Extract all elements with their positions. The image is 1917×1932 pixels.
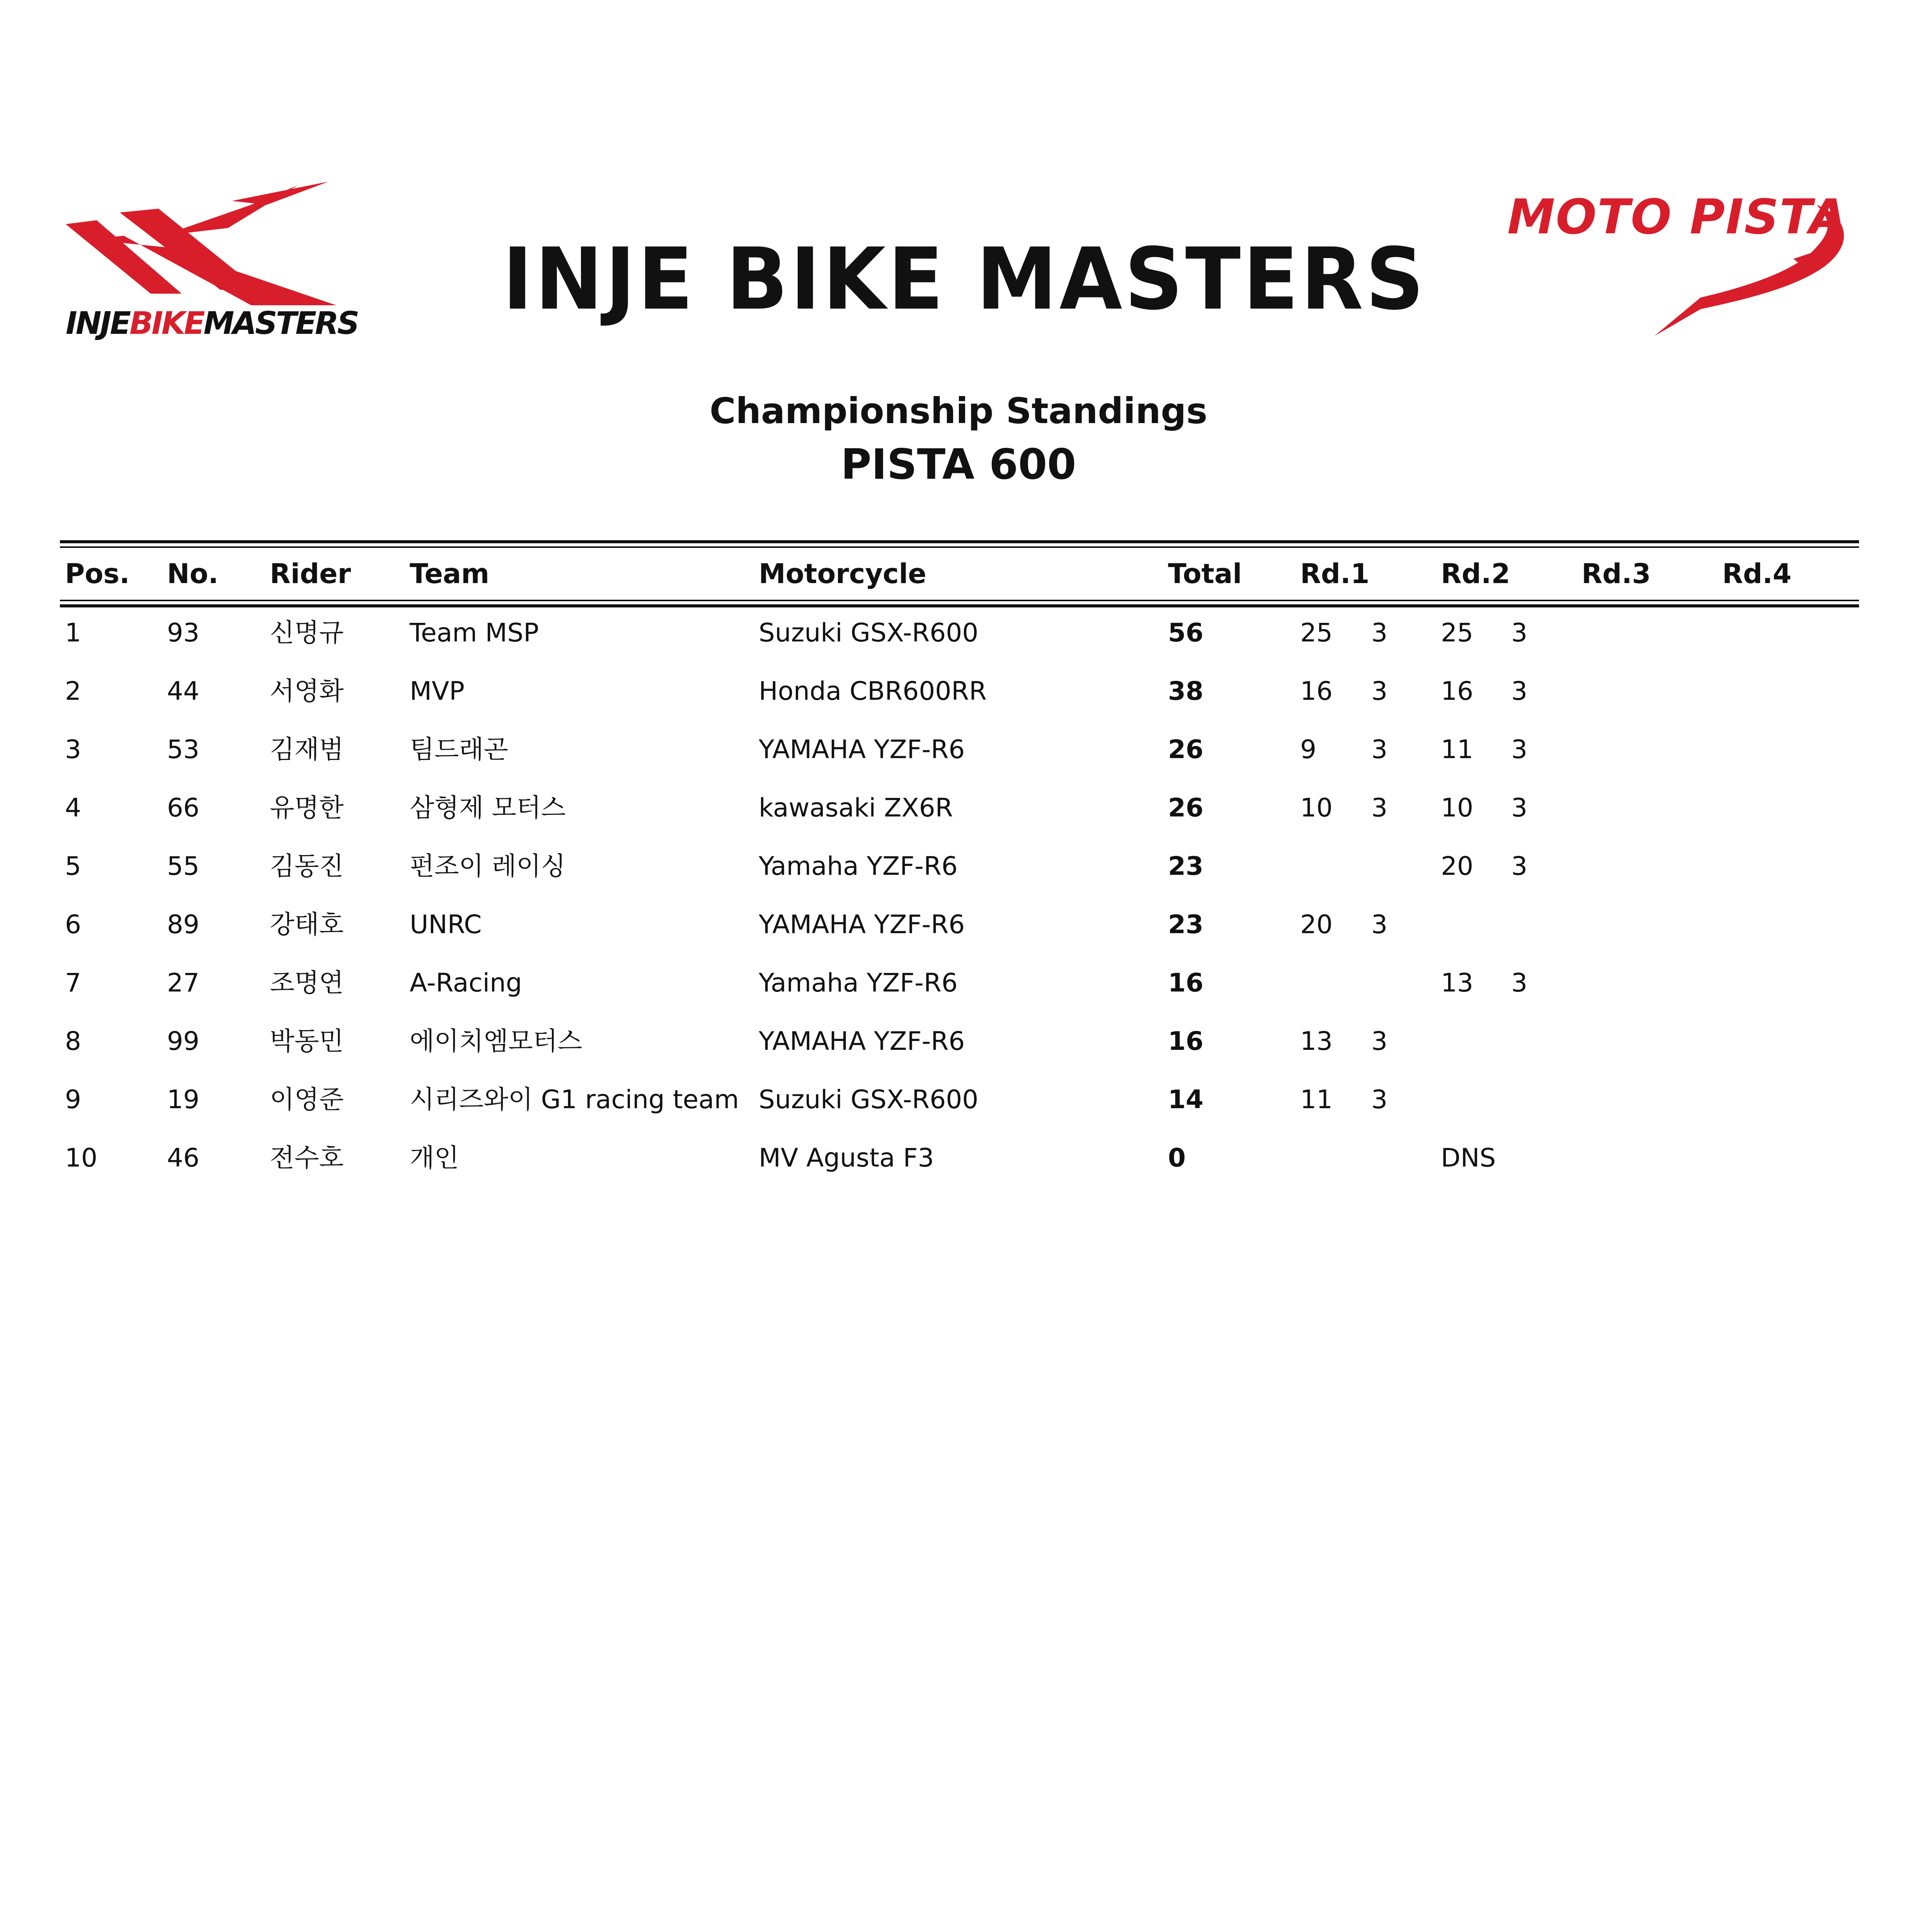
cell-team: 에이치엠모터스 [410,1026,582,1056]
cell-motorcycle: YAMAHA YZF-R6 [759,735,965,764]
cell-total: 23 [1168,851,1204,881]
cell-total: 23 [1168,910,1204,939]
cell-motorcycle: kawasaki ZX6R [759,793,953,823]
cell-rd1-bonus: 3 [1371,1085,1388,1114]
table-row [0,1137,1917,1179]
cell-rd2-bonus: 3 [1511,618,1527,648]
cell-rider: 박동민 [270,1026,344,1056]
cell-total: 56 [1168,618,1204,648]
cell-rd1-bonus: 3 [1371,735,1388,764]
cell-rd2-points: 25 [1441,618,1473,648]
table-top-rule [60,540,1859,543]
cell-team: UNRC [410,910,482,939]
table-top-rule-thin [60,546,1859,548]
col-no: No. [167,558,219,590]
cell-rider: 이영준 [270,1085,344,1114]
cell-rd1-points: 20 [1300,910,1333,939]
cell-total: 26 [1168,735,1204,764]
cell-team: A-Racing [410,968,522,998]
cell-motorcycle: Yamaha YZF-R6 [759,968,958,998]
cell-no: 27 [167,968,199,998]
col-pos: Pos. [65,558,130,590]
subtitle-championship: Championship Standings [709,390,1208,432]
cell-total: 16 [1168,1026,1204,1056]
cell-pos: 6 [65,910,81,939]
cell-rd1-points: 10 [1300,793,1333,823]
cell-no: 53 [167,735,199,764]
cell-team: 삼형제 모터스 [410,793,566,823]
col-rd4: Rd.4 [1722,558,1792,590]
cell-pos: 7 [65,968,81,998]
cell-total: 0 [1168,1143,1186,1173]
cell-rd2-points: DNS [1441,1143,1496,1173]
table-header [0,553,1917,595]
cell-no: 66 [167,793,199,823]
subtitle-class: PISTA 600 [841,440,1076,489]
table-row [0,1078,1917,1121]
cell-rider: 유명한 [270,793,344,823]
cell-total: 16 [1168,968,1204,998]
cell-rd1-points: 9 [1300,735,1316,764]
cell-no: 55 [167,851,199,881]
cell-motorcycle: YAMAHA YZF-R6 [759,1026,965,1056]
cell-team: 시리즈와이 G1 racing team [410,1085,739,1114]
cell-rider: 조명연 [270,968,344,998]
cell-motorcycle: Honda CBR600RR [759,676,987,706]
cell-rd1-bonus: 3 [1371,793,1388,823]
left-logo-wordmark: INJEBIKEMASTERS [66,305,358,341]
cell-rd2-bonus: 3 [1511,851,1527,881]
table-row [0,903,1917,946]
table-row [0,787,1917,829]
cell-rd2-points: 16 [1441,676,1473,706]
table-row [0,845,1917,888]
cell-team: MVP [410,676,465,706]
cell-motorcycle: MV Agusta F3 [759,1143,934,1173]
table-header-rule [60,604,1859,607]
cell-pos: 4 [65,793,81,823]
cell-pos: 1 [65,618,81,648]
cell-motorcycle: Suzuki GSX-R600 [759,1085,979,1114]
cell-rider: 전수호 [270,1143,344,1173]
cell-rd2-bonus: 3 [1511,968,1527,998]
cell-rd2-bonus: 3 [1511,793,1527,823]
cell-pos: 9 [65,1085,81,1114]
cell-rd2-bonus: 3 [1511,735,1527,764]
cell-no: 89 [167,910,199,939]
cell-no: 19 [167,1085,199,1114]
cell-pos: 10 [65,1143,97,1173]
cell-pos: 5 [65,851,81,881]
col-rd2: Rd.2 [1441,558,1510,590]
cell-total: 26 [1168,793,1204,823]
cell-no: 99 [167,1026,199,1056]
cell-rd1-points: 16 [1300,676,1333,706]
cell-rd1-bonus: 3 [1371,618,1388,648]
cell-rd2-points: 10 [1441,793,1473,823]
cell-rd2-points: 13 [1441,968,1473,998]
cell-team: 펀조이 레이싱 [410,851,566,881]
cell-motorcycle: Suzuki GSX-R600 [759,618,979,648]
cell-rd1-bonus: 3 [1371,1026,1388,1056]
cell-team: Team MSP [410,618,539,648]
cell-rd2-bonus: 3 [1511,676,1527,706]
cell-motorcycle: Yamaha YZF-R6 [759,851,958,881]
cell-rd1-points: 25 [1300,618,1333,648]
cell-total: 38 [1168,676,1204,706]
page-title: INJE BIKE MASTERS [502,229,1427,329]
cell-no: 44 [167,676,199,706]
cell-rd1-bonus: 3 [1371,676,1388,706]
moto-pista-logo [1500,182,1855,344]
cell-team: 개인 [410,1143,459,1173]
cell-rider: 김재범 [270,735,344,764]
table-row [0,728,1917,771]
table-header-rule-thin [60,600,1859,601]
col-rider: Rider [270,558,351,590]
cell-rd1-bonus: 3 [1371,910,1388,939]
cell-pos: 8 [65,1026,81,1056]
cell-rd2-points: 11 [1441,735,1473,764]
table-row [0,670,1917,713]
col-team: Team [410,558,490,590]
cell-rd1-points: 11 [1300,1085,1333,1114]
table-row [0,612,1917,654]
moto-pista-wordmark: MOTO PISTA [1507,189,1847,245]
cell-no: 46 [167,1143,199,1173]
cell-rider: 강태호 [270,910,344,939]
cell-motorcycle: YAMAHA YZF-R6 [759,910,965,939]
col-motorcycle: Motorcycle [759,558,926,590]
col-rd1: Rd.1 [1300,558,1370,590]
cell-rider: 김동진 [270,851,344,881]
cell-team: 팀드래곤 [410,735,509,764]
col-rd3: Rd.3 [1582,558,1651,590]
cell-total: 14 [1168,1085,1204,1114]
cell-pos: 3 [65,735,81,764]
cell-rd2-points: 20 [1441,851,1473,881]
col-total: Total [1168,558,1242,590]
cell-rider: 신명규 [270,618,344,648]
cell-rider: 서영화 [270,676,344,706]
table-row [0,962,1917,1004]
table-row [0,1020,1917,1063]
cell-rd1-points: 13 [1300,1026,1333,1056]
cell-pos: 2 [65,676,81,706]
cell-no: 93 [167,618,199,648]
